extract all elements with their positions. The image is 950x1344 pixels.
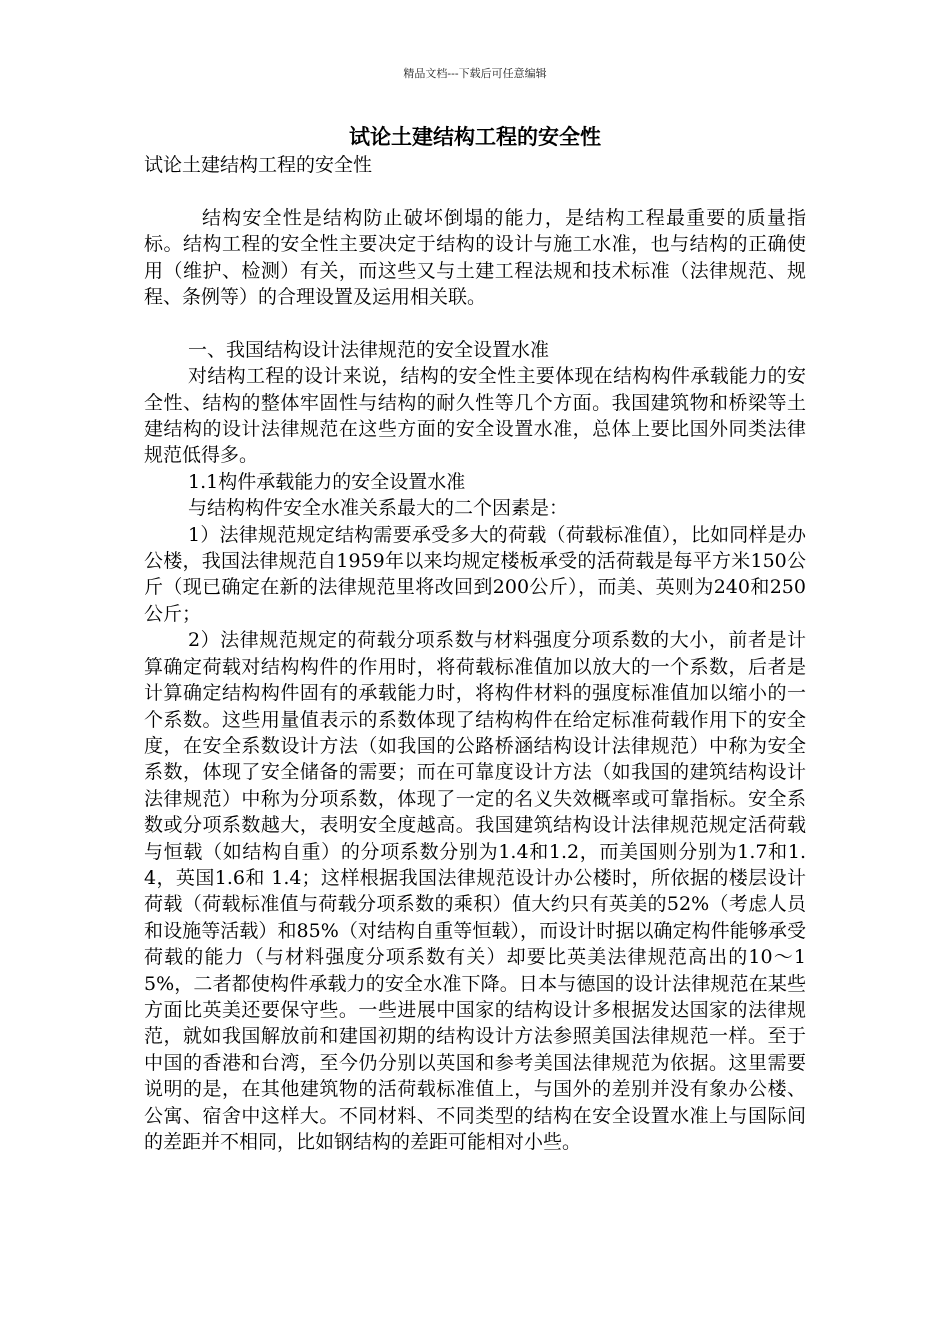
section-1-1-lead: 与结构构件安全水准关系最大的二个因素是： [188,497,569,520]
blank-line [144,310,806,336]
section-1-heading: 一、我国结构设计法律规范的安全设置水准 [188,338,550,361]
list-item-2: 2）法律规范规定的荷载分项系数与材料强度分项系数的大小，前者是计算确定荷载对结构构件的作用时，将荷载标准值加以放大的一个系数，后者是计算确定结构构件固有的承载能力时，将构件材料的强度标准值加以缩小的一个系数。这些用量值表示的系数体现了结构构件在给定标准荷载作用下的安全度，在安全系数设计方法（如我国的公路桥涵结构设计法律规范）中称为安全系数，体现了安全储备的需要；而在可靠度设计方法（如我国的建筑结构设计法律规范）中称为分项系数，体现了一定的名义失效概率或可靠指标。安全系数或分项系数越大，表明安全度越高。我国建筑结构设计法律规范规定活荷载与恒载（如结构自重）的分项系数分别为1.4和1.2，而美国则分别为1.7和1.4，英国1.6和 1.4；这样根据我国法律规范设计办公楼时，所依据的楼层设计荷载（荷载标准值与荷载分项系数的乘积）值大约只有英美的52%（考虑人员和设施等活载）和85%（对结构自重等恒载），而设计时据以确定构件能够承受荷载的能力（与材料强度分项系数有关）却要比英美法律规范高出的10～15%，二者都使构件承载力的安全水准下降。日本与德国的设计法律规范在某些方面比英美还要保守些。一些进展中国家的结构设计多根据发达国家的法律规范，就如我国解放前和建国初期的结构设计方法参照美国法律规范一样。至于中国的香港和台湾，至今仍分别以英国和参考美国法律规范为依据。这里需要说明的是，在其他建筑物的活荷载标准值上，与国外的差别并没有象办公楼、公寓、宿舍中这样大。不同材料、不同类型的结构在安全设置水准上与国际间的差距并不相同，比如钢结构的差距可能相对小些。 [144,629,806,1153]
document-subtitle: 试论土建结构工程的安全性 [144,154,373,176]
blank-line [144,178,806,204]
document-body [144,152,806,1155]
section-1-paragraph: 对结构工程的设计来说，结构的安全性主要体现在结构构件承载能力的安全性、结构的整体牢固性与结构的耐久性等几个方面。我国建筑物和桥梁等土建结构的设计法律规范在这些方面的安全设置水准，总体上要比国外同类法律规范低得多。 [144,365,806,467]
document-title: 试论土建结构工程的安全性 [349,124,601,149]
header-note: 精品文档---下载后可任意编辑 [403,67,547,80]
intro-paragraph: 结构安全性是结构防止破坏倒塌的能力，是结构工程最重要的质量指标。结构工程的安全性主要决定于结构的设计与施工水准，也与结构的正确使用（维护、检测）有关，而这些又与土建工程法规和技术标准（法律规范、规程、条例等）的合理设置及运用相关联。 [144,206,806,309]
list-item-1: 1）法律规范规定结构需要承受多大的荷载（荷载标准值），比如同样是办公楼，我国法律规范自1959年以来均规定楼板承受的活荷载是每平方米150公斤（现已确定在新的法律规范里将改回到200公斤），而美、英则为240和250公斤； [144,523,806,625]
section-1-1-heading: 1.1构件承载能力的安全设置水准 [188,470,466,493]
